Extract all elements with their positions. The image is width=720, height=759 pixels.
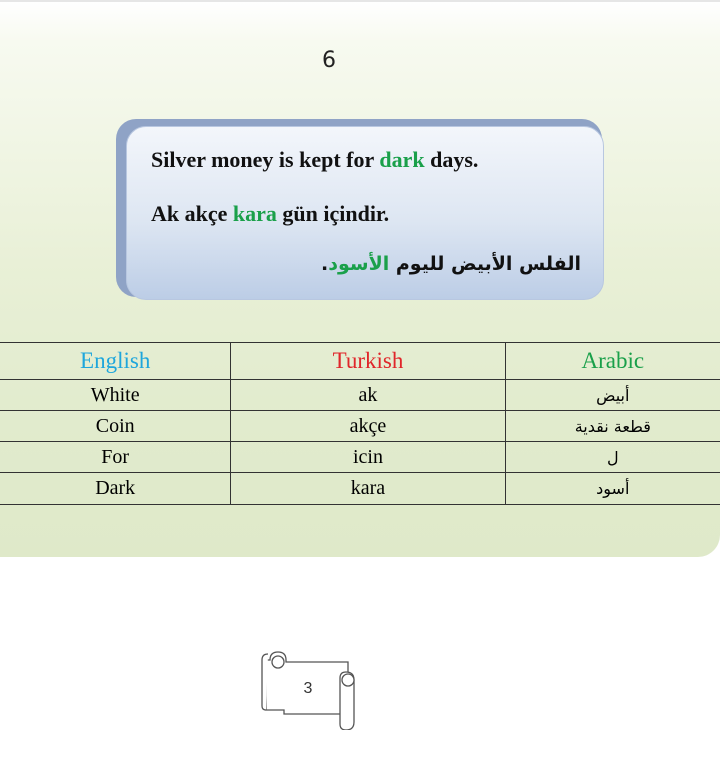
table-row: [0, 380, 720, 411]
cell-english: Dark: [0, 473, 231, 505]
proverb-english-highlight: dark: [379, 147, 425, 172]
cell-turkish: kara: [231, 473, 505, 505]
footer-page-number: 3: [303, 680, 313, 697]
lesson-number: 6: [322, 48, 336, 73]
header-arabic: Arabic: [505, 343, 720, 380]
cell-turkish: akçe: [231, 411, 505, 442]
table-row: [0, 411, 720, 442]
cell-arabic: قطعة نقدية: [505, 411, 720, 442]
vocabulary-table: [0, 342, 720, 505]
cell-english: Coin: [0, 411, 231, 442]
content-panel: [0, 2, 720, 557]
cell-turkish: ak: [231, 380, 505, 411]
proverb-arabic: [321, 253, 581, 275]
proverb-turkish-after: gün içindir.: [276, 201, 390, 226]
table-row: [0, 442, 720, 473]
cell-arabic: ل: [505, 442, 720, 473]
proverb-arabic-before: الفلس الأبيض لليوم: [389, 253, 581, 275]
proverb-turkish-highlight: kara: [232, 201, 277, 226]
cell-turkish: icin: [231, 442, 505, 473]
header-english: English: [0, 343, 231, 380]
table-header-row: [0, 343, 720, 380]
cell-english: For: [0, 442, 231, 473]
proverb-box: [126, 126, 604, 300]
header-turkish: Turkish: [231, 343, 505, 380]
proverb-turkish: [151, 201, 389, 227]
cell-arabic: أسود: [505, 473, 720, 505]
proverb-turkish-before: Ak akçe: [151, 201, 233, 226]
proverb-english-before: Silver money is kept for: [151, 147, 380, 172]
proverb-arabic-after: .: [321, 253, 329, 275]
proverb-english: [151, 147, 478, 173]
cell-arabic: أبيض: [505, 380, 720, 411]
cell-english: White: [0, 380, 231, 411]
table-row: [0, 473, 720, 505]
proverb-english-after: days.: [424, 147, 479, 172]
proverb-arabic-highlight: الأسود: [328, 253, 390, 275]
